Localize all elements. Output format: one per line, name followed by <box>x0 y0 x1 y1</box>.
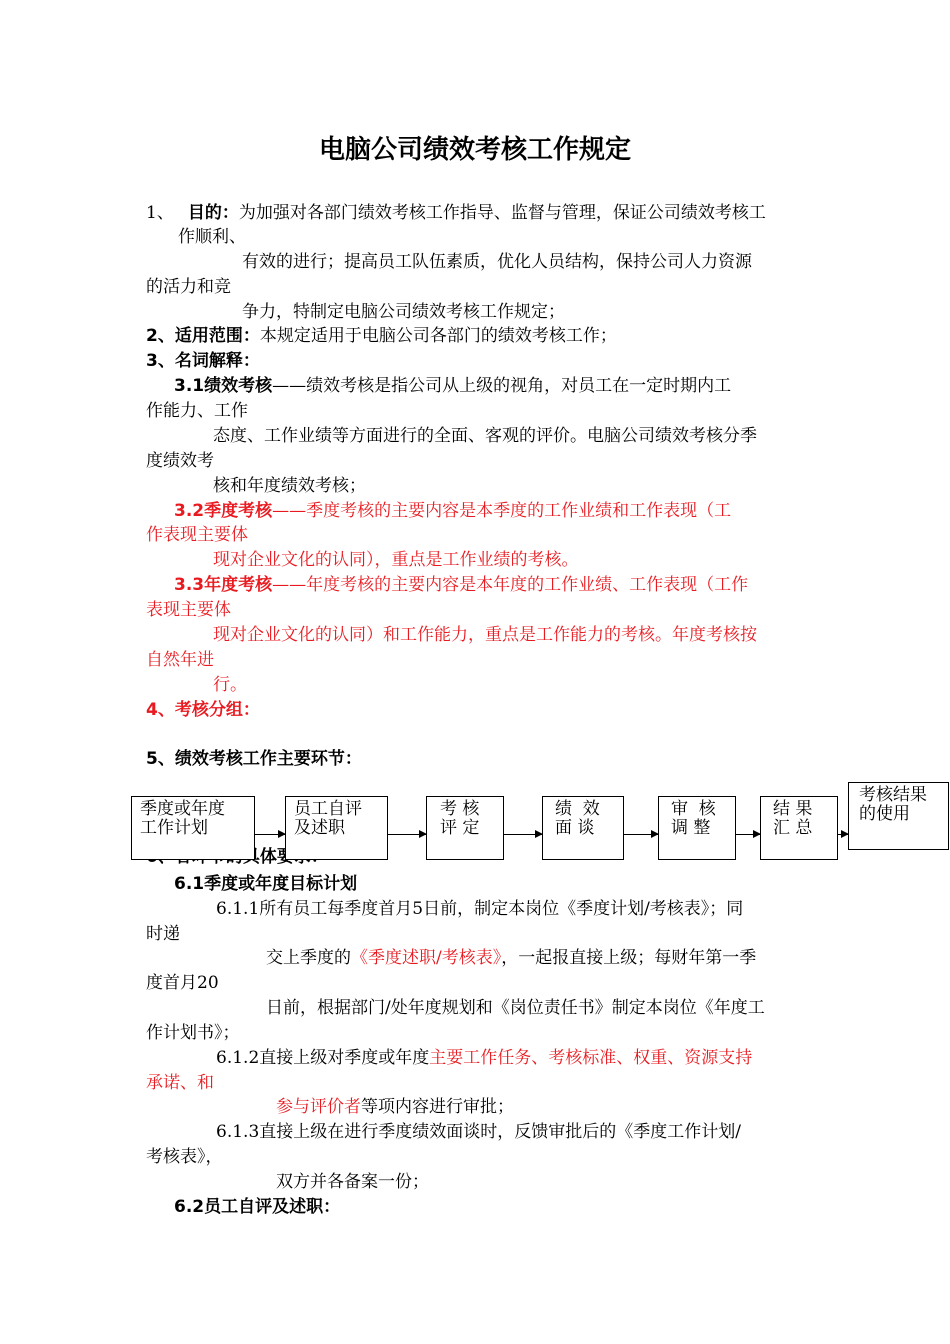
section-1-line-3: 有效的进行；提高员工队伍素质，优化人员结构，保持公司人力资源 <box>242 252 752 272</box>
flow-step-summary: 结 果 汇 总 <box>760 796 838 860</box>
para-6-1-2-line-3 <box>276 1096 514 1118</box>
para-6-1-2-line-1 <box>216 1047 752 1069</box>
para-6-1-1-form-name: 《季度述职/考核表》 <box>351 948 502 968</box>
section-1-line-5: 争力，特制定电脑公司绩效考核工作规定； <box>242 302 565 322</box>
page-title: 电脑公司绩效考核工作规定 <box>318 135 631 165</box>
para-6-1-2-text-a: 6.1.2直接上级对季度或年度 <box>216 1048 430 1068</box>
item-3-2-label: 3.2季度考核 <box>174 501 273 521</box>
flow-arrow-4 <box>624 834 658 835</box>
flow-step-plan: 季度或年度 工作计划 <box>131 796 255 860</box>
item-3-1-line-4: 度绩效考 <box>146 451 214 471</box>
item-3-1-line-2: 作能力、工作 <box>146 401 248 421</box>
para-6-1-1-text-a: 交上季度的 <box>266 948 351 968</box>
section-2-text: 本规定适用于电脑公司各部门的绩效考核工作； <box>259 326 617 346</box>
item-3-3-line-2: 表现主要体 <box>146 600 231 620</box>
para-6-1-1-line-5: 日前，根据部门/处年度规划和《岗位责任书》制定本岗位《年度工 <box>266 998 765 1018</box>
flow-arrow-6 <box>838 834 848 835</box>
item-3-2-line-1 <box>174 500 731 522</box>
section-5-label: 5、绩效考核工作主要环节： <box>146 749 362 769</box>
flow-arrow-5 <box>736 834 760 835</box>
item-3-2-line-3: 现对企业文化的认同），重点是工作业绩的考核。 <box>213 550 579 570</box>
item-3-1-line-3: 态度、工作业绩等方面进行的全面、客观的评价。电脑公司绩效考核分季 <box>213 426 757 446</box>
section-1-line-1 <box>146 202 766 224</box>
section-3-label: 3、名词解释： <box>146 351 260 371</box>
item-3-1-line-5: 核和年度绩效考核； <box>213 476 366 496</box>
item-3-3-label: 3.3年度考核 <box>174 575 273 595</box>
para-6-1-2-line-2: 承诺、和 <box>146 1073 214 1093</box>
flow-arrow-1 <box>255 834 285 835</box>
para-6-1-2-evaluators: 参与评价者 <box>276 1097 361 1117</box>
flow-step-interview: 绩 效 面 谈 <box>542 796 624 860</box>
para-6-1-1-line-1: 6.1.1所有员工每季度首月5日前，制定本岗位《季度计划/考核表》；同 <box>216 899 744 919</box>
flow-arrow-2 <box>388 834 426 835</box>
item-3-1-text: ——绩效考核是指公司从上级的视角，对员工在一定时期内工 <box>272 376 732 396</box>
section-4-label: 4、考核分组： <box>146 700 260 720</box>
item-3-1-label: 3.1绩效考核 <box>174 376 273 396</box>
para-6-1-3-line-1: 6.1.3直接上级在进行季度绩效面谈时，反馈审批后的《季度工作计划/ <box>216 1122 741 1142</box>
flow-step-self-review: 员工自评 及述职 <box>285 796 388 860</box>
heading-6-1: 6.1季度或年度目标计划 <box>174 874 358 894</box>
flow-step-result-use: 考核结果 的使用 <box>848 782 949 850</box>
item-3-2-line-2: 作表现主要体 <box>146 525 248 545</box>
para-6-1-1-line-3 <box>266 947 756 969</box>
para-6-1-1-line-4: 度首月20 <box>146 973 219 993</box>
flow-step-review-adjust: 审 核 调 整 <box>658 796 736 860</box>
item-3-3-line-3: 现对企业文化的认同）和工作能力，重点是工作能力的考核。年度考核按 <box>213 625 757 645</box>
heading-6-2: 6.2员工自评及述职： <box>174 1197 341 1217</box>
section-1-label: 目的： <box>187 203 239 223</box>
item-3-3-line-1 <box>174 574 748 596</box>
section-1-number: 1、 <box>146 203 174 223</box>
section-1-text: 为加强对各部门绩效考核工作指导、监督与管理，保证公司绩效考核工 <box>238 203 766 223</box>
section-2 <box>146 325 617 347</box>
para-6-1-1-text-c: ，一起报直接上级；每财年第一季 <box>501 948 757 968</box>
section-1-line-2: 作顺利、 <box>178 227 246 247</box>
para-6-1-1-line-2: 时递 <box>146 924 180 944</box>
section-2-label: 2、适用范围： <box>146 326 260 346</box>
para-6-1-2-text-end: 等项内容进行审批； <box>361 1097 514 1117</box>
item-3-1-line-1 <box>174 375 731 397</box>
flow-arrow-3 <box>504 834 542 835</box>
item-3-3-line-5: 行。 <box>213 675 247 695</box>
item-3-2-text: ——季度考核的主要内容是本季度的工作业绩和工作表现（工 <box>272 501 732 521</box>
para-6-1-3-line-3: 双方并各备案一份； <box>276 1172 429 1192</box>
para-6-1-2-text-b: 主要工作任务、考核标准、权重、资源支持 <box>429 1048 753 1068</box>
flow-step-assessment: 考 核 评 定 <box>426 796 504 860</box>
section-1-line-4: 的活力和竞 <box>146 277 231 297</box>
item-3-3-text: ——年度考核的主要内容是本年度的工作业绩、工作表现（工作 <box>272 575 749 595</box>
para-6-1-1-line-6: 作计划书》； <box>146 1023 240 1043</box>
item-3-3-line-4: 自然年进 <box>146 650 214 670</box>
para-6-1-3-line-2: 考核表》， <box>146 1147 223 1167</box>
